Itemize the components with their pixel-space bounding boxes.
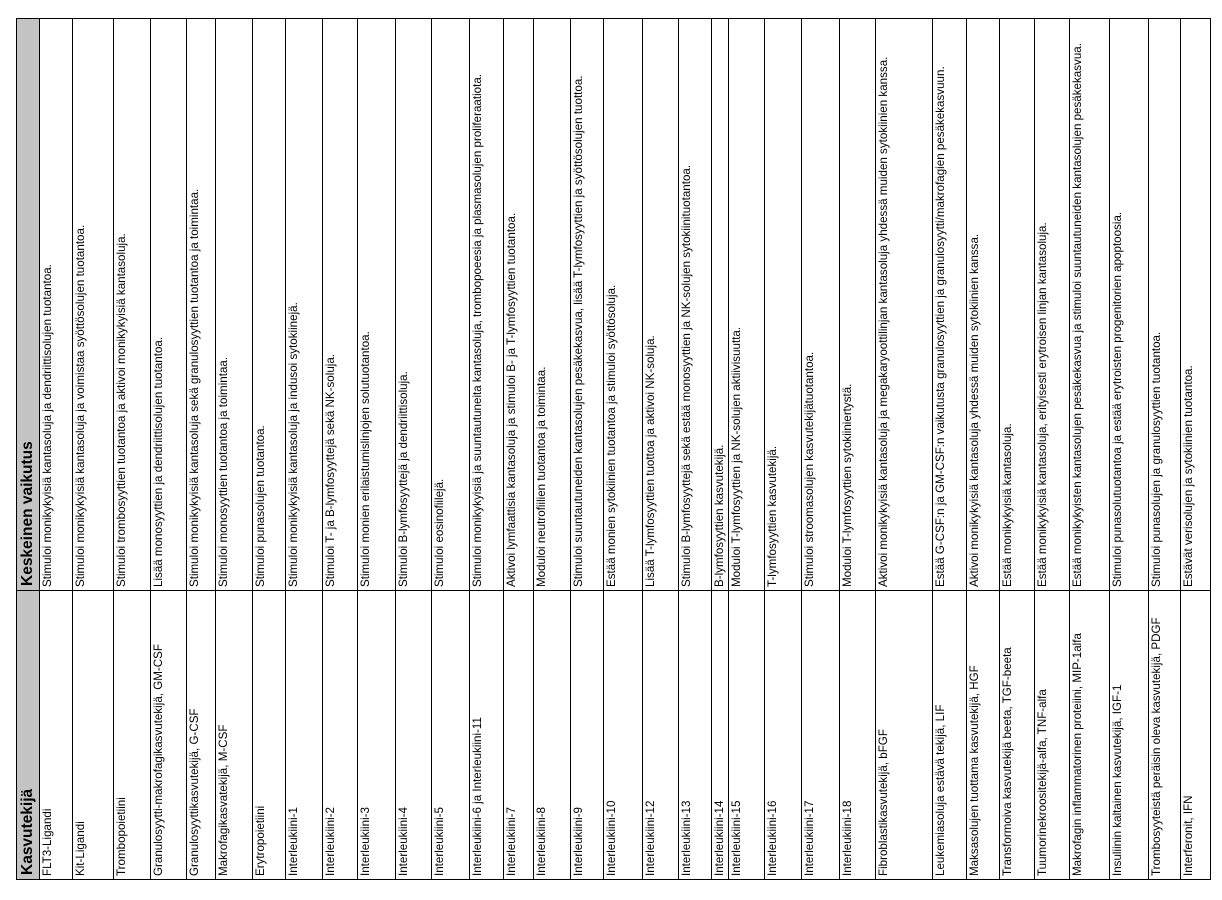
growth-factor-cell: Interleukiini-5 — [432, 591, 470, 880]
table-row — [933, 19, 967, 880]
main-effect-cell: Stimuloi T- ja B-lymfosyyttejä sekä NK-soluja. — [323, 19, 358, 591]
table-row — [679, 19, 712, 880]
growth-factor-cell: Interleukiini-10 — [604, 591, 643, 880]
growth-factor-cell: Leukemiasoluja estävä tekijä, LIF — [933, 591, 967, 880]
table-row — [729, 19, 765, 880]
table-row — [1070, 19, 1110, 880]
table-row — [712, 19, 729, 880]
growth-factor-cell: FLT3-Ligandi — [40, 591, 73, 880]
main-effect-cell: Moduloi T-lymfosyyttien ja NK-solujen aktiivisuutta. — [729, 19, 765, 591]
main-effect-cell: Aktivoi monikykyisiä kantasoluja ja megakaryoottilinjan kantasoluja yhdessä muiden sytokiinien kanssa. — [876, 19, 933, 591]
growth-factor-cell: Interleukiini-2 — [323, 591, 358, 880]
growth-factor-cell: Makrofagin inflammatorinen proteiini, MIP-1alfa — [1070, 591, 1110, 880]
growth-factor-cell: Interleukiini-7 — [504, 591, 534, 880]
growth-factor-cell: Interleukiini-15 — [729, 591, 765, 880]
growth-factor-cell: Interleukiini-18 — [840, 591, 876, 880]
table-row — [571, 19, 604, 880]
table-row — [1000, 19, 1035, 880]
table-row — [802, 19, 840, 880]
main-effect-cell: Stimuloi monikykyisiä kantasoluja ja dendriittisolujen tuotantoa. — [40, 19, 73, 591]
table-row — [765, 19, 802, 880]
growth-factor-cell: Maksasolujen tuottama kasvutekijä, HGF — [967, 591, 1000, 880]
table-row — [840, 19, 876, 880]
growth-factor-cell: Trombopoietiini — [114, 591, 151, 880]
main-effect-cell: T-lymfosyyttien kasvutekijä. — [765, 19, 802, 591]
table-header-row — [17, 19, 40, 880]
main-effect-cell: Stimuloi monosyyttien tuotantoa ja toimintaa. — [216, 19, 253, 591]
main-effect-cell: Aktivoi monikykyisiä kantasoluja yhdessä muiden sytokiinien kanssa. — [967, 19, 1000, 591]
growth-factor-cell: Tuumorinekroositekijä-alfa, TNF-alfa — [1035, 591, 1070, 880]
growth-factor-cell: Interleukiini-16 — [765, 591, 802, 880]
table-row — [1110, 19, 1149, 880]
growth-factor-cell: Interleukiini-1 — [286, 591, 323, 880]
main-effect-cell: Stimuloi stroomasolujen kasvutekijätuotantoa. — [802, 19, 840, 591]
main-effect-cell: Stimuloi monien erilaistumislinjojen solutuotantoa. — [358, 19, 396, 591]
table-row — [967, 19, 1000, 880]
growth-factor-cell: Interleukiini-6 ja Interleukiini-11 — [470, 591, 504, 880]
table-row — [187, 19, 216, 880]
table-row — [504, 19, 534, 880]
table-row — [253, 19, 286, 880]
main-effect-cell: Estää G-CSF:n ja GM-CSF:n vaikutusta granulosyyttien ja granulosyytti/makrofagien pesäkekasvuun. — [933, 19, 967, 591]
table-row — [114, 19, 151, 880]
growth-factor-cell: Interleukiini-17 — [802, 591, 840, 880]
main-effect-cell: B-lymfosyyttien kasvutekijä. — [712, 19, 729, 591]
growth-factor-cell: Interferonit, IFN — [1181, 591, 1211, 880]
main-effect-cell: Stimuloi monikykyisiä kantasoluja ja indusoi sytokiinejä. — [286, 19, 323, 591]
main-effect-cell: Stimuloi B-lymfosyyttejä sekä estää monosyyttien ja NK-solujen sytokiinituotantoa. — [679, 19, 712, 591]
main-effect-cell: Stimuloi monikykyisiä ja suuntautuneita kantasoluja, trombopoeesia ja plasmasolujen proliferaatiota. — [470, 19, 504, 591]
table-row — [1181, 19, 1211, 880]
header-growth-factor: Kasvutekijä — [17, 591, 40, 880]
main-effect-cell: Stimuloi punasolutuotantoa ja estää erytroisten progenitorien apoptoosia. — [1110, 19, 1149, 591]
growth-factor-table — [16, 18, 1211, 880]
main-effect-cell: Estävät verisolujen ja sytokiinien tuotantoa. — [1181, 19, 1211, 591]
main-effect-cell: Stimuloi suuntautuneiden kantasolujen pesäkekasvua, lisää T-lymfosyyttien ja syöttösolujen tuottoa. — [571, 19, 604, 591]
main-effect-cell: Stimuloi monikykyisiä kantasoluja ja voimistaa syöttösolujen tuotantoa. — [73, 19, 114, 591]
growth-factor-cell: Interleukiini-13 — [679, 591, 712, 880]
table-row — [216, 19, 253, 880]
header-main-effect: Keskeinen vaikutus — [17, 19, 40, 591]
main-effect-cell: Lisää T-lymfosyyttien tuottoa ja aktivoi NK-soluja. — [643, 19, 679, 591]
table-row — [1035, 19, 1070, 880]
main-effect-cell: Moduloi neutrofiilien tuotantoa ja toimintaa. — [534, 19, 571, 591]
growth-factor-cell: Insuliinin kaltainen kasvutekijä, IGF-1 — [1110, 591, 1149, 880]
table-row — [73, 19, 114, 880]
main-effect-cell: Stimuloi punasolujen ja granulosyyttien tuotantoa. — [1149, 19, 1181, 591]
growth-factor-cell: Trombosyyteistä peräisin oleva kasvutekijä, PDGF — [1149, 591, 1181, 880]
table-row — [604, 19, 643, 880]
table-row — [432, 19, 470, 880]
table-body — [40, 19, 1211, 880]
main-effect-cell: Estää monien sytokiinien tuotantoa ja stimuloi syöttösoluja. — [604, 19, 643, 591]
growth-factor-cell: Interleukiini-12 — [643, 591, 679, 880]
table-row — [876, 19, 933, 880]
main-effect-cell: Moduloi T-lymfosyyttien sytokiiniertystä. — [840, 19, 876, 591]
growth-factor-cell: Interleukiini-4 — [396, 591, 432, 880]
table-row — [534, 19, 571, 880]
growth-factor-cell: Fibroblastikasvutekijä, bFGF — [876, 591, 933, 880]
main-effect-cell: Stimuloi monikykyisiä kantasoluja sekä granulosyyttien tuotantoa ja toimintaa. — [187, 19, 216, 591]
table-row — [1149, 19, 1181, 880]
main-effect-cell: Stimuloi punasolujen tuotantoa. — [253, 19, 286, 591]
table-row — [396, 19, 432, 880]
growth-factor-cell: Transformoiva kasvutekijä beeta, TGF-beeta — [1000, 591, 1035, 880]
growth-factor-cell: Interleukiini-14 — [712, 591, 729, 880]
table-row — [358, 19, 396, 880]
table-row — [40, 19, 73, 880]
growth-factor-cell: Kit-Ligandi — [73, 591, 114, 880]
growth-factor-cell: Interleukiini-3 — [358, 591, 396, 880]
table-row — [286, 19, 323, 880]
main-effect-cell: Stimuloi trombosyyttien tuotantoa ja aktivoi monikykyisiä kantasoluja. — [114, 19, 151, 591]
table-row — [643, 19, 679, 880]
table-row — [470, 19, 504, 880]
growth-factor-cell: Granulosyytti-makrofagikasvutekijä, GM-CSF — [151, 591, 187, 880]
growth-factor-cell: Interleukiini-8 — [534, 591, 571, 880]
main-effect-cell: Estää monikykyisiä kantasoluja, erityisesti erytroisen linjan kantasoluja. — [1035, 19, 1070, 591]
main-effect-cell: Aktivoi lymfaattisia kantasoluja ja stimuloi B- ja T-lymfosyyttien tuotantoa. — [504, 19, 534, 591]
growth-factor-cell: Makrofagikasvatekijä, M-CSF — [216, 591, 253, 880]
main-effect-cell: Estää monikykyisten kantasolujen pesäkekasvua ja stimuloi suuntautuneiden kantasolujen pesäkekasvua. — [1070, 19, 1110, 591]
main-effect-cell: Estää monikykyisiä kantasoluja. — [1000, 19, 1035, 591]
growth-factor-cell: Interleukiini-9 — [571, 591, 604, 880]
growth-factor-cell: Erytropoietiini — [253, 591, 286, 880]
table-row — [323, 19, 358, 880]
main-effect-cell: Stimuloi eosinofiilejä. — [432, 19, 470, 591]
main-effect-cell: Lisää monosyyttien ja dendriittisolujen tuotantoa. — [151, 19, 187, 591]
growth-factor-cell: Granulosyyttikasvutekijä, G-CSF — [187, 591, 216, 880]
main-effect-cell: Stimuloi B-lymfosyyttejä ja dendriittisoluja. — [396, 19, 432, 591]
table-row — [151, 19, 187, 880]
